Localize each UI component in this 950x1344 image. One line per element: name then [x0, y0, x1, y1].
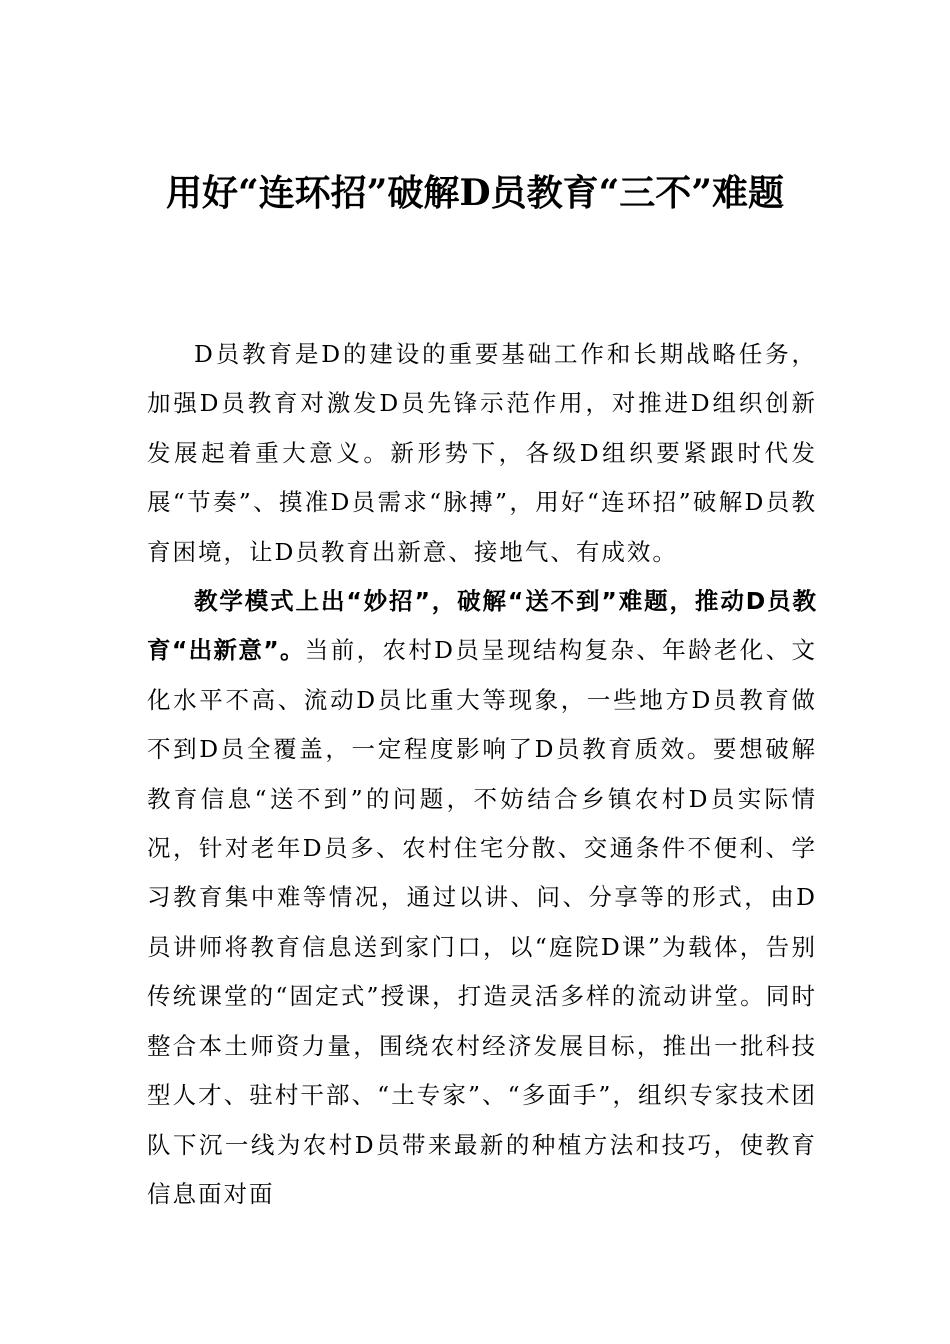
paragraph-teaching-mode [147, 577, 817, 1219]
paragraph-lead: 教学模式上出“妙招”，破解“送不到”难题，推动D员教育“出新意”。 [147, 587, 817, 665]
paragraph-intro [147, 330, 817, 577]
paragraph-text: D员教育是D的建设的重要基础工作和长期战略任务，加强D员教育对激发D员先锋示范作用，对推进D组织创新发展起着重大意义。新形势下，各级D组织要紧跟时代发展“节奏”、摸准D员需求“脉搏”，用好“连环招”破解D员教育困境，让D员教育出新意、接地气、有成效。 [147, 340, 817, 566]
document-title: 用好“连环招”破解D员教育“三不”难题 [165, 172, 785, 214]
paragraph-text: 当前，农村D员呈现结构复杂、年龄老化、文化水平不高、流动D员比重大等现象，一些地方D员教育做不到D员全覆盖，一定程度影响了D员教育质效。要想破解教育信息“送不到”的问题，不妨结合乡镇农村D员实际情况，针对老年D员多、农村住宅分散、交通条件不便利、学习教育集中难等情况，通过以讲、问、分享等的形式，由D员讲师将教育信息送到家门口，以“庭院D课”为载体，告别传统课堂的“固定式”授课，打造灵活多样的流动讲堂。同时整合本土师资力量，围绕农村经济发展目标，推出一批科技型人才、驻村干部、“土专家”、“多面手”，组织专家技术团队下沉一线为农村D员带来最新的种植方法和技巧，使教育信息面对面 [147, 636, 818, 1208]
document-body [147, 330, 817, 1219]
